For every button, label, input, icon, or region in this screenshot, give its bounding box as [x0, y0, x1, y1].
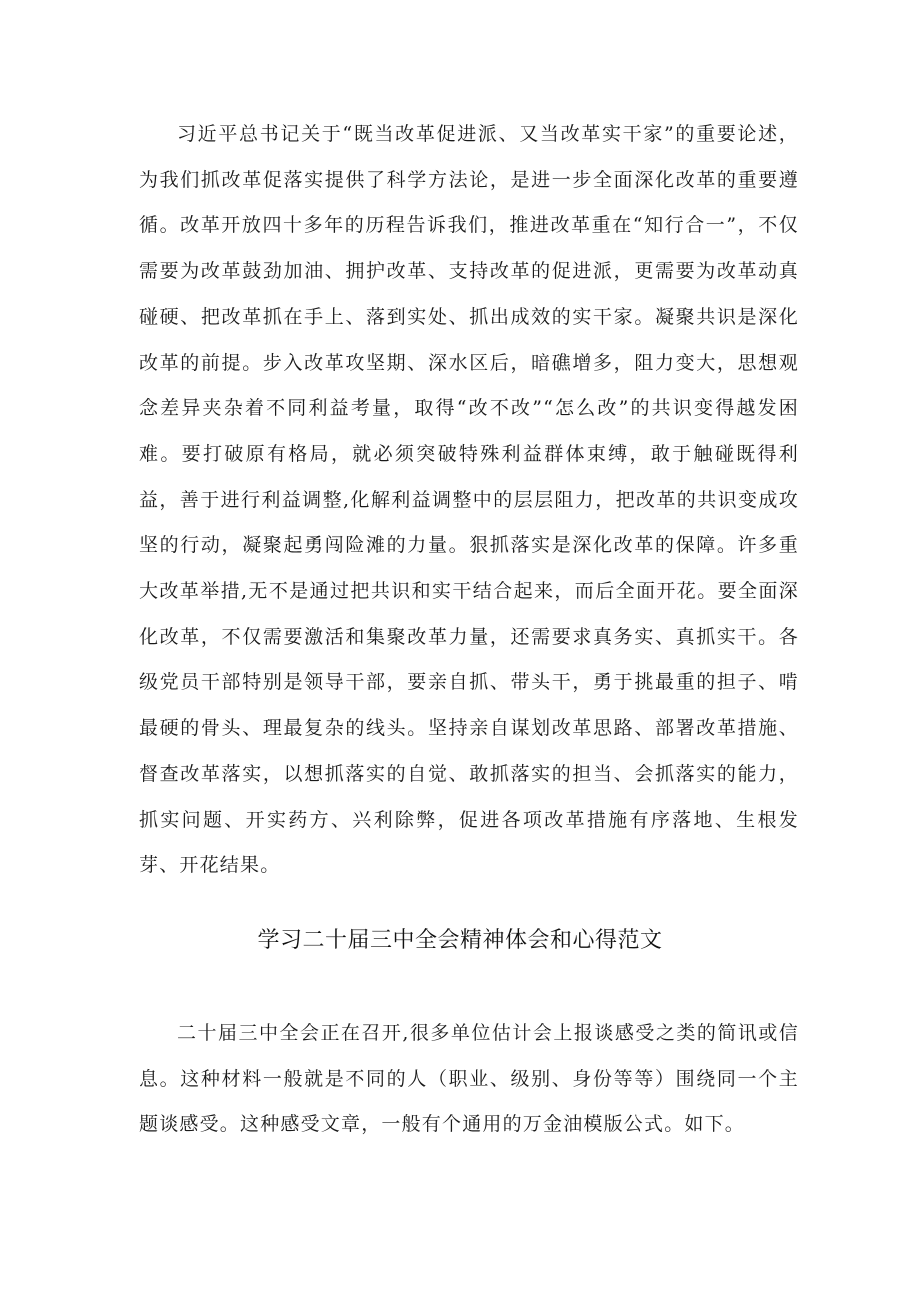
- body-paragraph-reform: 习近平总书记关于“既当改革促进派、又当改革实干家”的重要论述，为我们抓改革促落实提供了科学方法论，是进一步全面深化改革的重要遵循。改革开放四十多年的历程告诉我们，推进改革重在“知行合一”，不仅需要为改革鼓劲加油、拥护改革、支持改革的促进派，更需要为改革动真碰硬、把改革抓在手上、落到实处、抓出成效的实干家。凝聚共识是深化改革的前提。步入改革攻坚期、深水区后，暗礁增多，阻力变大，思想观念差异夹杂着不同利益考量，取得“改不改”“怎么改”的共识变得越发困难。要打破原有格局，就必须突破特殊利益群体束缚，敢于触碰既得利益，善于进行利益调整,化解利益调整中的层层阻力，把改革的共识变成攻坚的行动，凝聚起勇闯险滩的力量。狠抓落实是深化改革的保障。许多重大改革举措,无不是通过把共识和实干结合起来，而后全面开花。要全面深化改革，不仅需要激活和集聚改革力量，还需要求真务实、真抓实干。各级党员干部特别是领导干部，要亲自抓、带头干，勇于挑最重的担子、啃最硬的骨头、理最复杂的线头。坚持亲自谋划改革思路、部署改革措施、督查改革落实，以想抓落实的自觉、敢抓落实的担当、会抓落实的能力，抓实问题、开实药方、兴利除弊，促进各项改革措施有序落地、生根发芽、开花结果。: [139, 123, 799, 877]
- body-paragraph-intro: 二十届三中全会正在召开,很多单位估计会上报谈感受之类的简讯或信息。这种材料一般就是不同的人（职业、级别、身份等等）围绕同一个主题谈感受。这种感受文章，一般有个通用的万金油模版公式。如下。: [139, 1022, 799, 1136]
- section-heading: 学习二十届三中全会精神体会和心得范文: [257, 928, 663, 953]
